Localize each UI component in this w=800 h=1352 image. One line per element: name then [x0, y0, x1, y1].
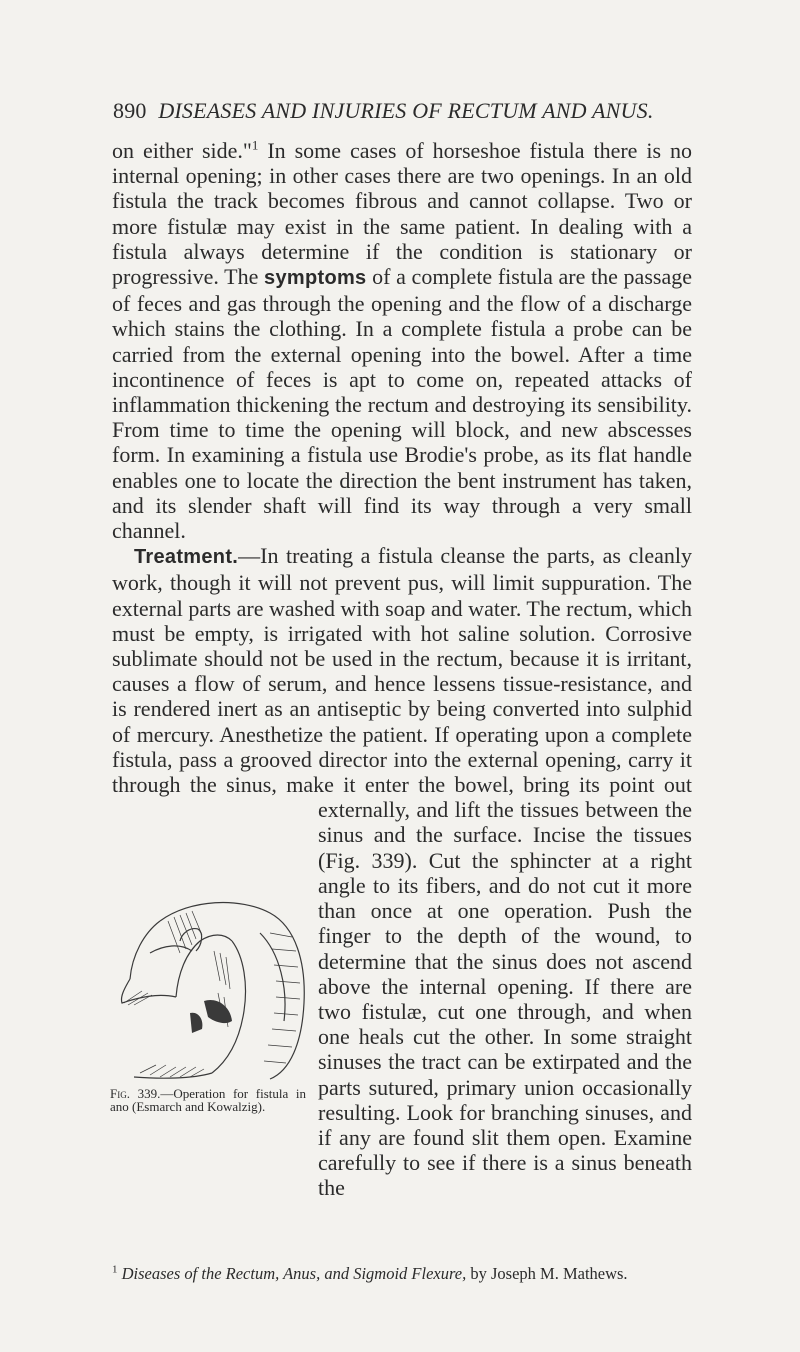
- running-title: DISEASES AND INJURIES OF RECTUM AND ANUS.: [158, 98, 654, 123]
- paragraph-1: [112, 138, 692, 543]
- paragraph-1-opening: on either side.": [112, 138, 252, 163]
- paragraph-2-text-beside-figure: out externally, and lift the tissues between the sinus and the surface. Incise the tissues (Fig. 339). Cut the sphincter at a right angle to its fibers, and do not cut it more than once at one operation. Push the finger to the depth of the wound, to determine that the sinus does not ascend above the internal opening. If there are two fistulæ, cut one through, and when one heals cut the other. In some straight sinuses the tract can be extirpated and the parts sutured, primary union occasionally resulting. Look for branching sinuses, and if any are found slit them open. Examine carefully to see if there is a sinus beneath the: [318, 772, 692, 1201]
- paragraph-1-text-continued: of a complete fistula are the passage of feces and gas through the opening and the flow of a discharge which stains the clothing. In a complete fistula a probe can be carried from the external opening into the bowel. After a time incontinence of feces is apt to come on, repeated attacks of inflammation thickening the rectum and destroying its sensibility. From time to time the opening will block, and new abscesses form. In examining a fistula use Brodie's probe, as its flat handle enables one to locate the direction the bent instrument has taken, and its slender shaft will find its way through a very small channel.: [112, 264, 692, 544]
- operation-illustration: [120, 893, 310, 1083]
- footnote-author: by Joseph M. Mathews.: [466, 1264, 628, 1283]
- figure-caption-text: —Operation for fistula in ano (Esmarch and Kowalzig).: [110, 1086, 306, 1115]
- footnote-mark: 1: [112, 1263, 118, 1276]
- symptoms-heading: symptoms: [264, 267, 367, 290]
- figure-caption: [110, 1087, 306, 1113]
- page-number: 890: [113, 98, 147, 123]
- footnote: [112, 1264, 692, 1284]
- paragraph-1-text: In some cases of horseshoe fistula there is no internal opening; in other cases there are two openings. In an old fistula the track becomes fibrous and cannot collapse. Two or more fistulæ may exist in the same patient. In dealing with a fistula always determine if the condition is stationary or progressive. The: [112, 138, 692, 290]
- figure-339: [110, 797, 310, 1239]
- running-header: [113, 98, 693, 124]
- paragraph-2: [112, 543, 692, 1200]
- figure-label: Fig. 339.: [110, 1086, 161, 1102]
- footnote-reference: 1: [251, 137, 259, 153]
- footnote-title: Diseases of the Rectum, Anus, and Sigmoid Flexure,: [121, 1264, 467, 1283]
- paragraph-2-text: —In treating a fistula cleanse the parts, as cleanly work, though it will not prevent pus, will limit suppuration. The external parts are washed with soap and water. The rectum, which must be empty, is irrigated with hot saline solution. Corrosive sublimate should not be used in the rectum, because it is irritant, causes a flow of serum, and hence lessens tissue-resistance, and is rendered inert as an antiseptic by being converted into sulphid of mercury. Anesthetize the patient. If operating upon a complete fistula, pass a grooved director into the external opening, carry it through the sinus, make it enter the bowel, bring its point: [112, 543, 692, 798]
- body-text: [112, 138, 692, 1239]
- treatment-heading: Treatment.: [134, 546, 239, 569]
